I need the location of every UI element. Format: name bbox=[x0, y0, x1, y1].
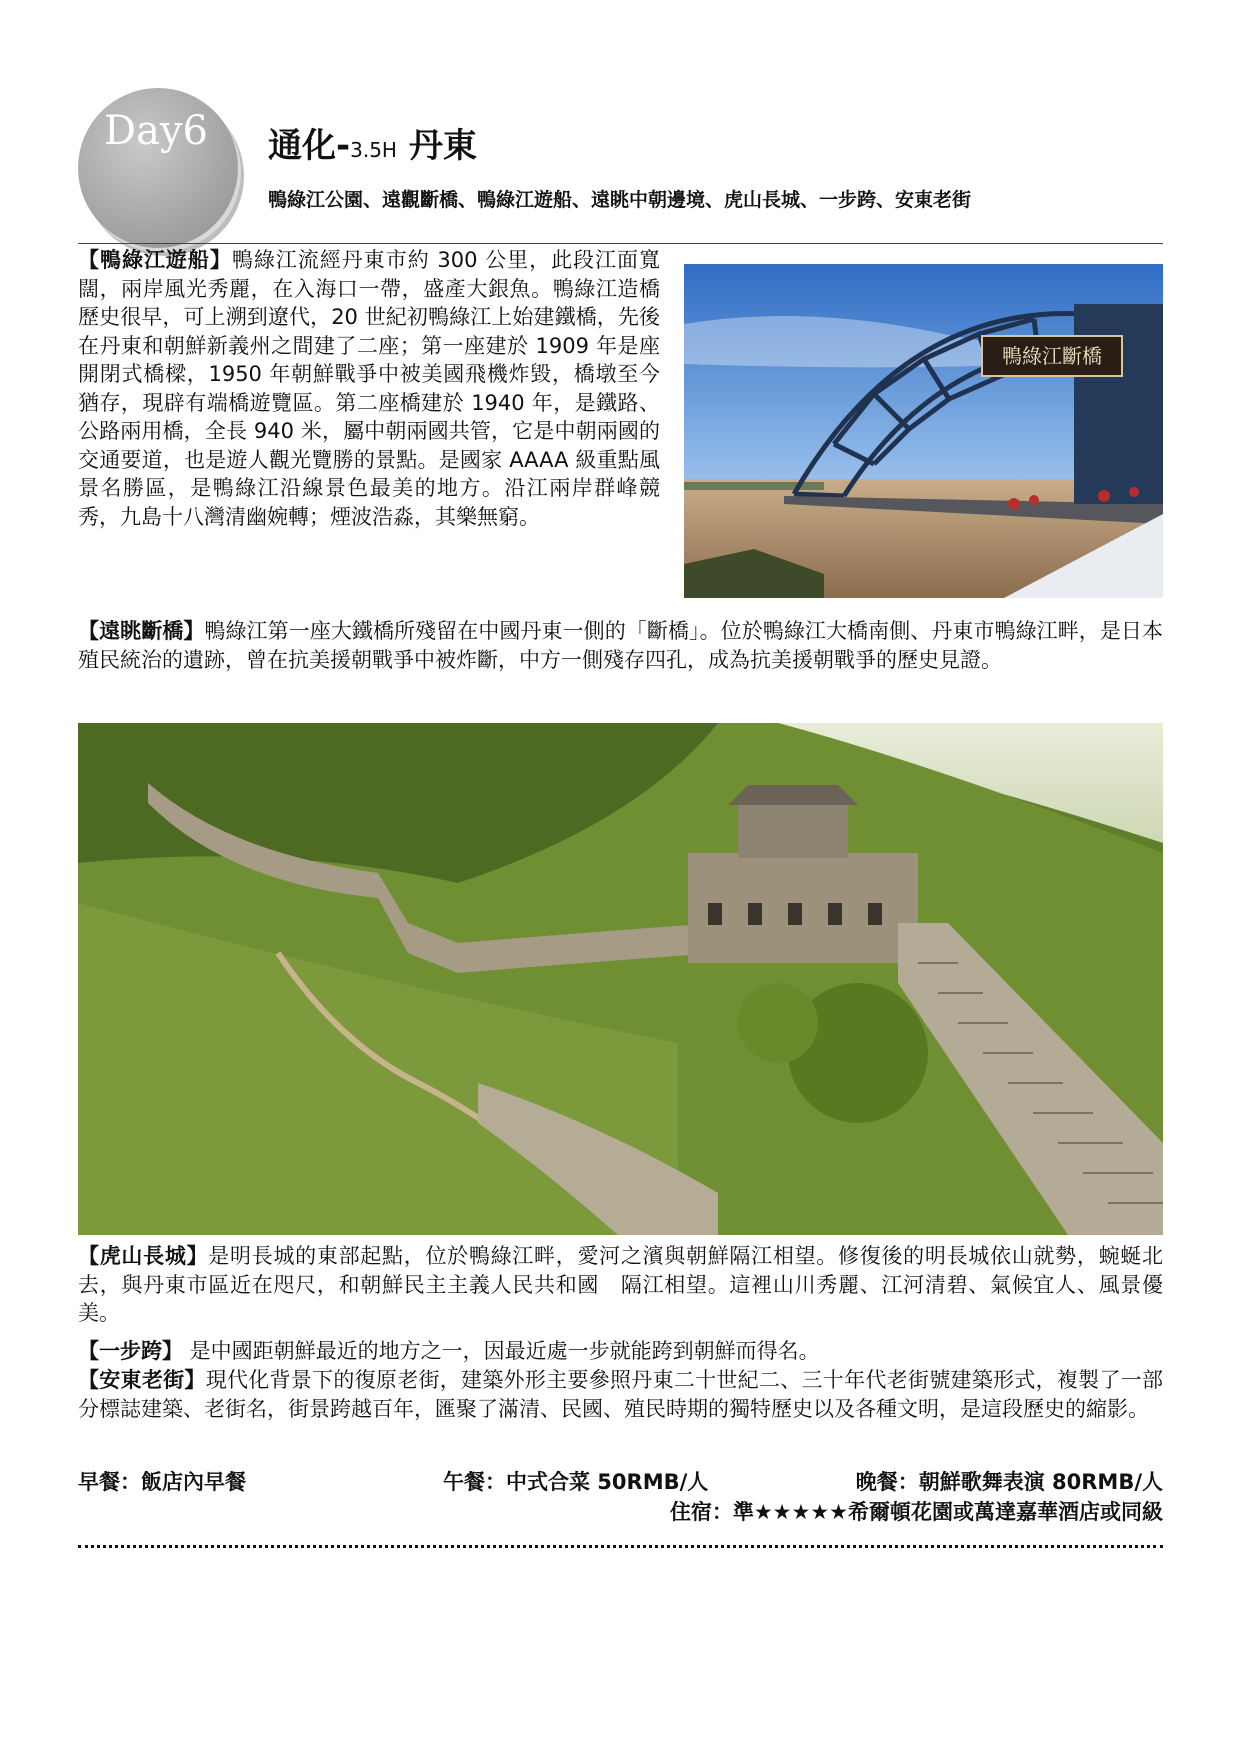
broken-bridge-paragraph bbox=[78, 617, 1163, 674]
title-from: 通化- bbox=[268, 126, 351, 166]
dinner-info: 晚餐：朝鮮歌舞表演 80RMB/人 bbox=[855, 1470, 1163, 1494]
broken-bridge-text: 鴨綠江第一座大鐵橋所殘留在中國丹東一側的「斷橋」。位於鴨綠江大橋南側、丹東市鴨綠江畔，是日本殖民統治的遺跡，曾在抗美援朝戰爭中被炸斷，中方一側殘存四孔，成為抗美援朝戰爭的歷史見證。 bbox=[78, 619, 1164, 672]
broken-bridge-label: 【遠眺斷橋】 bbox=[78, 619, 205, 643]
yibukua-label: 【一步跨】 bbox=[78, 1339, 183, 1363]
cruise-label: 【鴨綠江遊船】 bbox=[78, 248, 232, 272]
cruise-paragraph bbox=[78, 246, 660, 531]
hushan-label: 【虎山長城】 bbox=[78, 1244, 209, 1268]
cruise-text: 鴨綠江流經丹東市約 300 公里，此段江面寬闊，兩岸風光秀麗，在入海口一帶，盛產大銀魚。鴨綠江造橋歷史很早，可上溯到遼代，20 世紀初鴨綠江上始建鐵橋，先後在丹東和朝鮮新義州之間建了二座；第一座建於 1909 年是座開閉式橋樑，1950 年朝鮮戰爭中被美國飛機炸毀，橋墩至今猶存，現辟有端橋遊覽區。第二座橋建於 1940 年，是鐵路、公路兩用橋，全長 940 米，屬中朝兩國共管，它是中朝兩國的交通要道，也是遊人觀光覽勝的景點。是國家 AAAA 級重點風景名勝區，是鴨綠江沿線景色最美的地方。沿江兩岸群峰競秀，九島十八灣清幽婉轉；煙波浩淼，其樂無窮。 bbox=[78, 248, 661, 529]
yibukua-paragraph bbox=[78, 1337, 1163, 1366]
bridge-sign-text: 鴨綠江斷橋 bbox=[1002, 344, 1102, 368]
day-badge-label: Day6 bbox=[104, 108, 208, 154]
dotted-divider bbox=[78, 1545, 1163, 1548]
andong-paragraph bbox=[78, 1366, 1163, 1423]
hotel-info: 住宿：準★★★★★希爾頓花園或萬達嘉華酒店或同級 bbox=[669, 1500, 1163, 1524]
title-duration: 3.5H bbox=[350, 138, 397, 162]
great-wall-illustration bbox=[78, 723, 1163, 1235]
itinerary-subtitle: 鴨綠江公園、遠觀斷橋、鴨綠江遊船、遠眺中朝邊境、虎山長城、一步跨、安東老街 bbox=[268, 189, 972, 211]
hushan-paragraph bbox=[78, 1242, 1163, 1328]
page-title bbox=[268, 118, 477, 167]
title-to: 丹東 bbox=[396, 126, 477, 166]
yalu-bridge-photo bbox=[684, 264, 1163, 598]
andong-text: 現代化背景下的復原老街，建築外形主要參照丹東二十世紀二、三十年代老街號建築形式，複製了一部分標誌建築、老街名，街景跨越百年，匯聚了滿清、民國、殖民時期的獨特歷史以及各種文明，是這段歷史的縮影。 bbox=[78, 1368, 1164, 1421]
yibukua-text: 是中國距朝鮮最近的地方之一，因最近處一步就能跨到朝鮮而得名。 bbox=[183, 1339, 820, 1363]
andong-label: 【安東老街】 bbox=[78, 1368, 206, 1392]
header-divider bbox=[78, 243, 1163, 244]
lunch-info: 午餐：中式合菜 50RMB/人 bbox=[443, 1470, 709, 1494]
day-badge bbox=[78, 88, 238, 248]
hushan-great-wall-photo bbox=[78, 723, 1163, 1235]
breakfast-info: 早餐：飯店內早餐 bbox=[78, 1470, 246, 1494]
hushan-text: 是明長城的東部起點，位於鴨綠江畔，愛河之濱與朝鮮隔江相望。修復後的明長城依山就勢，蜿蜒北去，與丹東市區近在咫尺，和朝鮮民主主義人民共和國 隔江相望。這裡山川秀麗、江河清碧、氣候宜人、風景優美。 bbox=[78, 1244, 1164, 1325]
bridge-illustration bbox=[684, 264, 1163, 598]
